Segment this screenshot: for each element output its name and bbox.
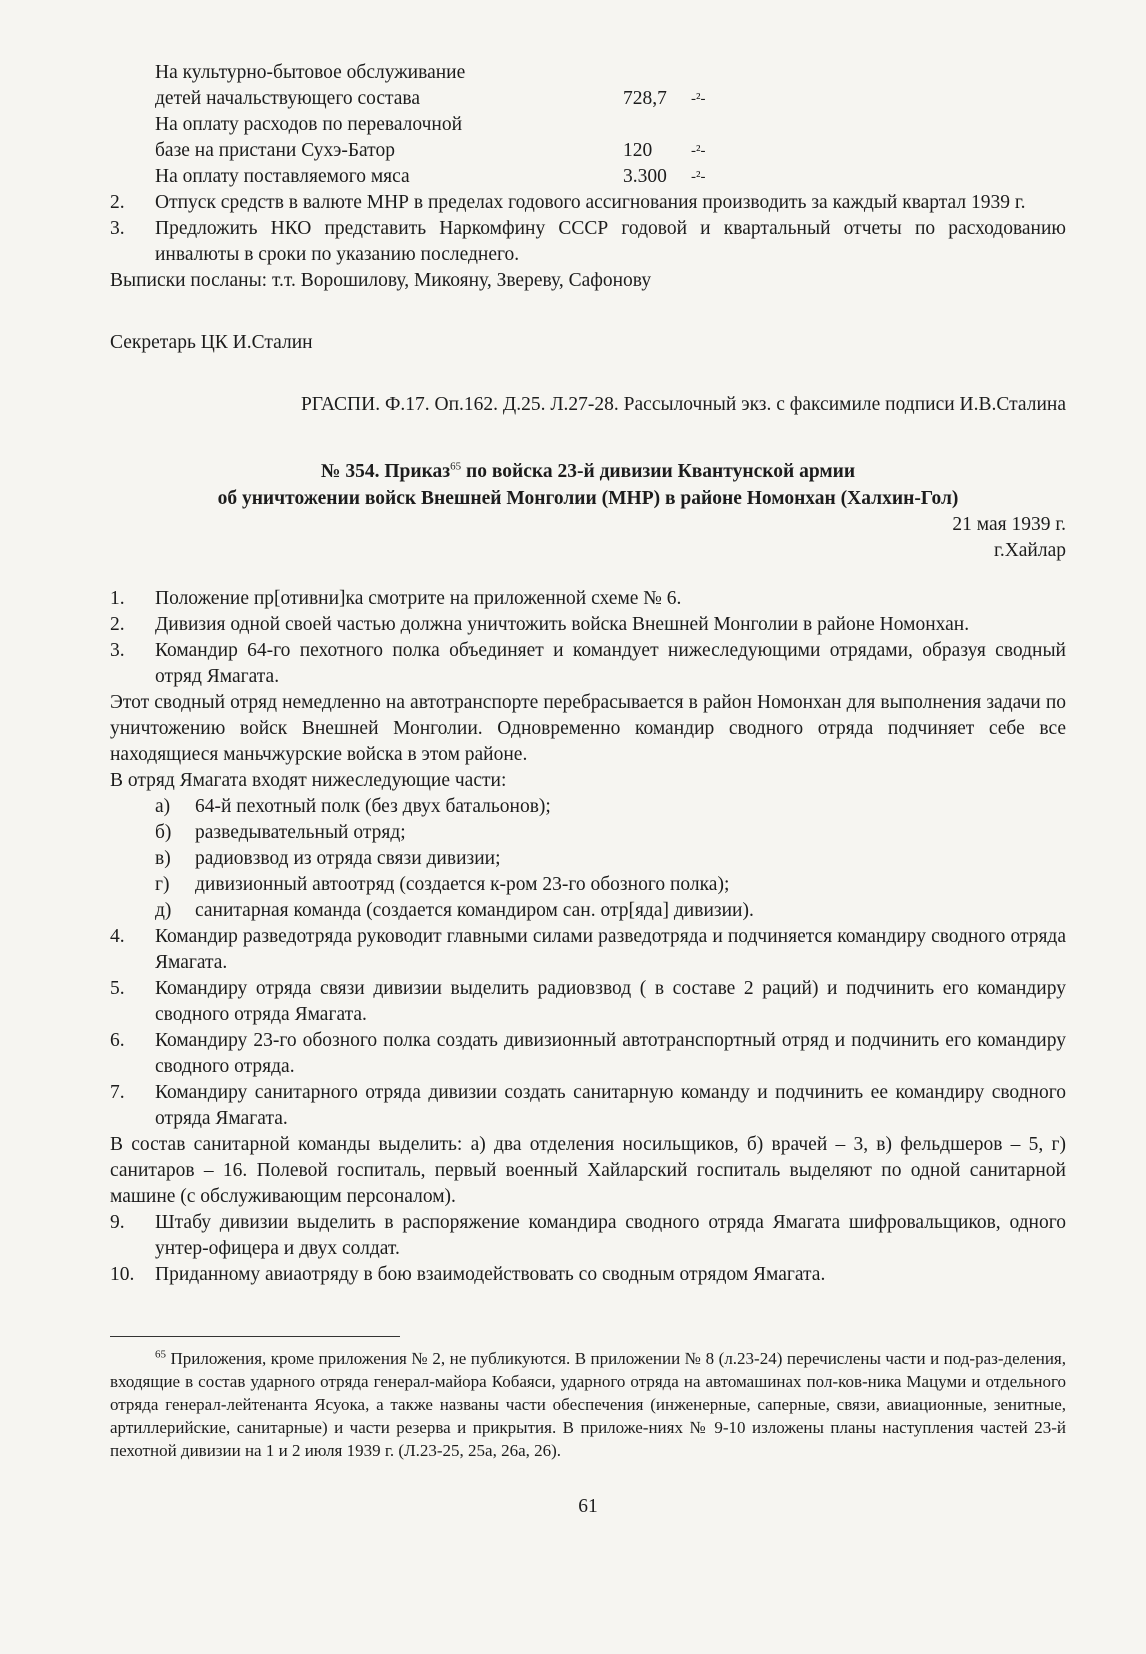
item-text: Командиру отряда связи дивизии выделить радиовзвод ( в составе 2 раций) и подчинить его командиру сводного отряда Ямагата.	[155, 978, 1066, 1025]
item-text: Дивизия одной своей частью должна уничтожить войска Внешней Монголии в районе Номонхан.	[155, 614, 970, 635]
item-number: 3.	[110, 640, 125, 661]
unit-item	[110, 846, 1066, 872]
item-number: 10.	[110, 1264, 135, 1285]
item-number: 2.	[110, 614, 125, 635]
expense-label: На оплату поставляемого мяса	[155, 166, 410, 187]
title-footnote-ref: 65	[450, 460, 462, 473]
expense-row	[110, 112, 1066, 138]
expense-value	[623, 60, 691, 86]
footnote-text: Приложения, кроме приложения № 2, не публикуются. В приложении № 8 (л.23-24) перечислены части и под-раз-деления, входящие в состав ударного отряда генерал-майора Кобаяси, ударного отряда на автомашинах пол-ков-ника Мацуми и отдельного отряда генерал-лейтенанта Ясуока, а также названы части обеспечения (инженерные, саперные, связи, авиационные, зенитные, артиллерийские, санитарные) и части резерва и прикрытия. В приложе-ниях № 9-10 изложены планы наступления частей 23-й пехотной дивизии на 1 и 2 июля 1939 г. (Л.23-25, 25а, 26а, 26).	[110, 1349, 1067, 1460]
item-text: Командиру 23-го обозного полка создать дивизионный автотранспортный отряд и подчинить его командиру сводного отряда.	[155, 1030, 1066, 1077]
unit-letter: в)	[155, 848, 171, 869]
order-item	[110, 976, 1066, 1028]
expense-label: детей начальствующего состава	[155, 88, 421, 109]
item-number: 4.	[110, 926, 125, 947]
order-item	[110, 924, 1066, 976]
expense-list	[110, 60, 1066, 190]
expense-label: На культурно-бытовое обслуживание	[155, 62, 466, 83]
extracts-sent: Выписки посланы: т.т. Ворошилову, Микояну, Звереву, Сафонову	[110, 270, 652, 291]
decision-point	[110, 190, 1066, 216]
unit-text: 64-й пехотный полк (без двух батальонов);	[195, 796, 551, 817]
expense-value: 728,7	[623, 88, 667, 109]
archive-reference: РГАСПИ. Ф.17. Оп.162. Д.25. Л.27-28. Рассылочный экз. с факсимиле подписи И.В.Сталина	[300, 394, 1066, 415]
signature: Секретарь ЦК И.Сталин	[110, 332, 313, 353]
expense-value: 3.300	[623, 166, 667, 187]
point-number: 3.	[110, 218, 125, 239]
title-part-2: по войска 23-й дивизии Квантунской армии	[461, 461, 856, 482]
document-title	[110, 458, 1066, 512]
item-number: 7.	[110, 1082, 125, 1103]
unit-item	[110, 898, 1066, 924]
expense-row	[110, 164, 1066, 190]
item-text: Положение пр[отивни]ка смотрите на приложенной схеме № 6.	[155, 588, 682, 609]
item-text: Командир разведотряда руководит главными силами разведотряда и подчиняется командиру сводного отряда Ямагата.	[155, 926, 1066, 973]
medical-paragraph: В состав санитарной команды выделить: а) два отделения носильщиков, б) врачей – 3, в) фельдшеров – 5, г) санитаров – 16. Полевой госпиталь, первый военный Хайларский госпиталь выделяют по одной санитарной машине (с обслуживающим персоналом).	[110, 1134, 1066, 1207]
expense-value: 120	[623, 140, 653, 161]
title-line-1	[110, 458, 1066, 485]
unit-item	[110, 820, 1066, 846]
point-number: 2.	[110, 192, 125, 213]
item-text: Командиру санитарного отряда дивизии создать санитарную команду и подчинить ее командиру сводного отряда Ямагата.	[155, 1082, 1066, 1129]
footnote	[110, 1347, 1066, 1462]
document-place: г.Хайлар	[994, 540, 1066, 561]
unit-letter: г)	[155, 874, 170, 895]
expense-unit: -²-	[691, 91, 706, 107]
expense-row	[110, 138, 1066, 164]
transport-text: Этот сводный отряд немедленно на автотранспорте перебрасывается в район Номонхан для выполнения задачи по уничтожению войск Внешней Монголии. Одновременно командир сводного отряда подчиняет себе все находящиеся маньчжурские войска в этом районе.	[110, 692, 1066, 765]
order-item	[110, 586, 1066, 612]
item-number: 5.	[110, 978, 125, 999]
decision-point	[110, 216, 1066, 268]
unit-text: разведывательный отряд;	[195, 822, 406, 843]
unit-letter: б)	[155, 822, 172, 843]
expense-value	[623, 112, 691, 138]
expense-row	[110, 60, 1066, 86]
document-date: 21 мая 1939 г.	[952, 514, 1066, 535]
order-item	[110, 612, 1066, 638]
expense-label: базе на пристани Сухэ-Батор	[155, 140, 395, 161]
point-text: Предложить НКО представить Наркомфину СССР годовой и квартальный отчеты по расходованию инвалюты в сроки по указанию последнего.	[155, 218, 1066, 265]
point-text: Отпуск средств в валюте МНР в пределах годового ассигнования производить за каждый квартал 1939 г.	[155, 192, 1026, 213]
title-line-2: об уничтожении войск Внешней Монголии (МНР) в районе Номонхан (Халхин-Гол)	[217, 488, 959, 509]
footnote-mark: 65	[155, 1348, 166, 1361]
unit-letter: а)	[155, 796, 171, 817]
order-item	[110, 1262, 1066, 1288]
expense-label: На оплату расходов по перевалочной	[155, 114, 463, 135]
item-text: Приданному авиаотряду в бою взаимодействовать со сводным отрядом Ямагата.	[155, 1264, 826, 1285]
unit-text: дивизионный автоотряд (создается к-ром 23-го обозного полка);	[195, 874, 730, 895]
unit-item	[110, 794, 1066, 820]
unit-item	[110, 872, 1066, 898]
footnote-divider	[110, 1336, 400, 1337]
expense-unit: -²-	[691, 143, 706, 159]
item-number: 6.	[110, 1030, 125, 1051]
expense-unit: -²-	[691, 169, 706, 185]
order-item	[110, 1210, 1066, 1262]
item-number: 1.	[110, 588, 125, 609]
order-item	[110, 638, 1066, 690]
order-item	[110, 1028, 1066, 1080]
item-number: 9.	[110, 1212, 125, 1233]
units-intro: В отряд Ямагата входят нижеследующие части:	[110, 770, 507, 791]
item-text: Штабу дивизии выделить в распоряжение командира сводного отряда Ямагата шифровальщиков, одного унтер-офицера и двух солдат.	[155, 1212, 1066, 1259]
page-number: 61	[578, 1496, 598, 1517]
order-item	[110, 1080, 1066, 1132]
item-text: Командир 64-го пехотного полка объединяет и командует нижеследующими отрядами, образуя сводный отряд Ямагата.	[155, 640, 1066, 687]
title-part-1: № 354. Приказ	[320, 461, 451, 482]
unit-text: санитарная команда (создается командиром сан. отр[яда] дивизии).	[195, 900, 754, 921]
unit-letter: д)	[155, 900, 172, 921]
unit-text: радиовзвод из отряда связи дивизии;	[195, 848, 501, 869]
transport-paragraph	[110, 690, 1066, 768]
expense-row	[110, 86, 1066, 112]
